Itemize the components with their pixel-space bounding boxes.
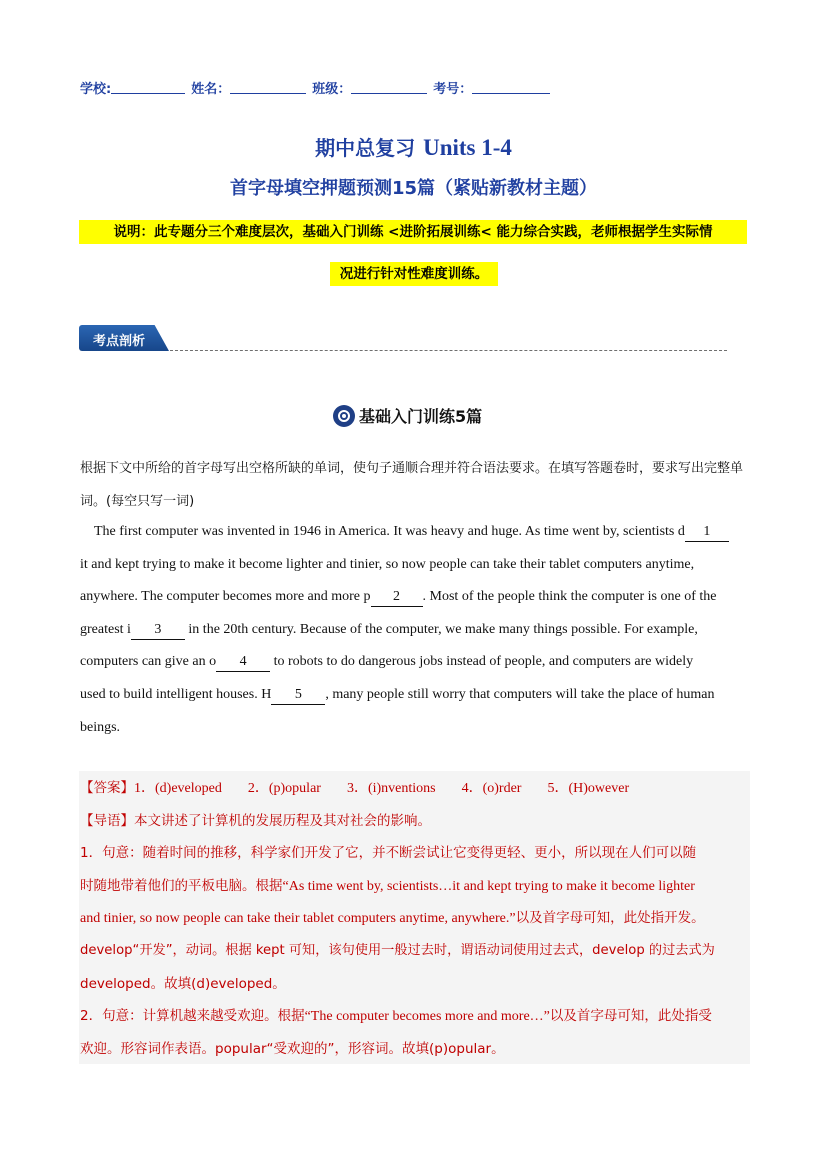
passage-line: anywhere. The computer becomes more and more p 2 . Most of the people think the computer is one of the — [80, 581, 752, 614]
passage-line: greatest i 3 in the 20th century. Because of the computer, we make many things possible. For example, — [80, 614, 752, 647]
explanation-line: 2．句意：计算机越来越受欢迎。根据“The computer becomes more and more…”以及首字母可知，此处指受 — [80, 1008, 712, 1025]
instructions: 根据下文中所给的首字母写出空格所缺的单词，使句子通顺合理并符合语法要求。在填写答题卷时，要求写出完整单词。(每空只写一词) — [80, 461, 744, 509]
exam-no-blank — [472, 78, 550, 94]
explanation-line: 欢迎。形容词作表语。popular“受欢迎的”，形容词。故填(p)opular。 — [80, 1040, 505, 1057]
page-subtitle: 首字母填空押题预测15篇（紧贴新教材主题） — [229, 178, 598, 199]
passage-line: The first computer was invented in 1946 in America. It was heavy and huge. As time went by, scientists d 1 — [80, 516, 752, 549]
explanation-line: developed。故填(d)eveloped。 — [80, 975, 286, 992]
class-blank — [351, 78, 427, 94]
section-heading-text: 基础入门训练5篇 — [359, 407, 483, 426]
school-blank — [111, 78, 185, 94]
school-label: 学校: — [80, 82, 112, 97]
title-en: Units 1-4 — [423, 135, 512, 160]
page-title — [0, 132, 827, 161]
class-label: 班级： — [312, 82, 352, 97]
guide-line: 【导语】本文讲述了计算机的发展历程及其对社会的影响。 — [80, 812, 431, 829]
note-line-1: 说明：此专题分三个难度层次，基础入门训练 <进阶拓展训练< 能力综合实践，老师根据学生实际情 — [79, 220, 747, 244]
answer-label: 【答案】 — [80, 780, 134, 796]
answer-blank-3: 3 — [131, 621, 185, 640]
answer-blank-2: 2 — [371, 588, 423, 607]
explanation-line: develop“开发”，动词。根据 kept 可知，该句使用一般过去时，谓语动词使用过去式，develop 的过去式为 — [80, 943, 715, 958]
passage-line: beings. — [80, 719, 121, 735]
note-line-2: 况进行针对性难度训练。 — [330, 262, 498, 286]
answer-blank-1: 1 — [685, 523, 729, 542]
passage-line: computers can give an o 4 to robots to do dangerous jobs instead of people, and computers are widely — [80, 646, 752, 679]
name-label: 姓名： — [191, 82, 231, 97]
passage-line: used to build intelligent houses. H 5 , many people still worry that computers will take the place of human — [80, 679, 752, 712]
circle-badge-icon — [333, 405, 355, 427]
explanation-line: 时随地带着他们的平板电脑。根据“As time went by, scientists…it and kept trying to make it become lighter — [80, 877, 695, 894]
passage-line: it and kept trying to make it become lighter and tinier, so now people can take their tablet computers anytime, — [80, 556, 695, 572]
student-info-line — [80, 78, 556, 97]
title-cn: 期中总复习 — [315, 136, 416, 160]
answer-key-line: 【答案】1．(d)eveloped 2．(p)opular 3．(i)nventions 4．(o)rder 5．(H)owever — [80, 780, 630, 796]
explanation-line: 1．句意：随着时间的推移，科学家们开发了它，并不断尝试让它变得更轻、更小，所以现在人们可以随 — [80, 845, 697, 862]
answer-blank-4: 4 — [216, 653, 270, 672]
answer-blank-5: 5 — [271, 686, 325, 705]
section-tab-label: 考点剖析 — [93, 334, 146, 349]
exam-no-label: 考号： — [433, 82, 473, 97]
name-blank — [230, 78, 306, 94]
explanation-line: and tinier, so now people can take their tablet computers anytime, anywhere.”以及首字母可知，此处指开发。 — [80, 910, 705, 927]
dashed-divider — [170, 350, 727, 351]
section-heading — [333, 404, 482, 427]
reading-passage — [80, 516, 752, 744]
section-tab — [79, 325, 173, 353]
guide-label: 【导语】 — [80, 812, 134, 829]
